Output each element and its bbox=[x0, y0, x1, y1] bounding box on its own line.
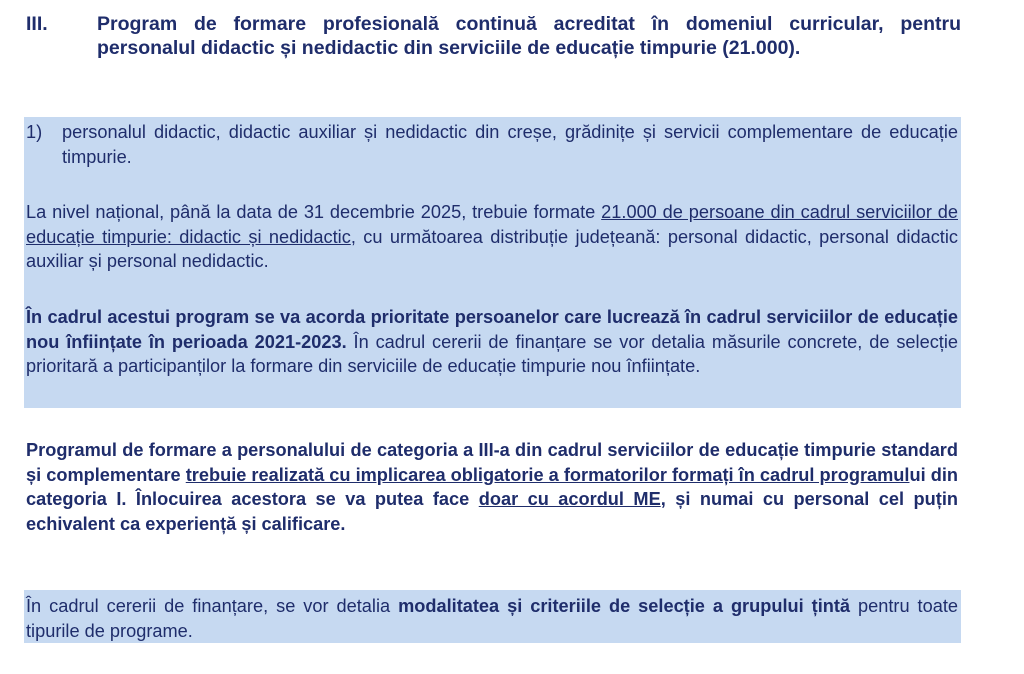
text-run: ui din categoria I. Înlocuirea acestora se va putea face bbox=[26, 464, 958, 509]
section-number: III. bbox=[26, 13, 48, 35]
section-heading bbox=[26, 12, 961, 60]
underlined-text: trebuie realizată cu implicarea obligatorie a formatorilor formați în cadrul programul bbox=[185, 464, 910, 485]
text-run: , cu următoarea distribuție județeană: personal didactic, personal didactic auxiliar și personal nedidactic. bbox=[26, 226, 958, 271]
paragraph-selection-criteria bbox=[26, 594, 958, 643]
section-title: Program de formare profesională continuă acreditat în domeniul curricular, pentru personalul didactic și nedidactic din serviciile de educație timpurie (21.000). bbox=[97, 13, 961, 59]
bold-text: În cadrul acestui program se va acorda prioritate persoanelor care lucrează în cadrul serviciilor de educație nou înființate în perioada 2021-2023. bbox=[26, 307, 958, 352]
text-run: În cadrul cererii de finanțare se vor detalia măsurile concrete, de selecție prioritară a participanților la formare din serviciile de educație timpurie nou înființate. bbox=[26, 331, 958, 376]
underlined-text: 21.000 de persoane din cadrul serviciilor de educație timpurie: didactic și nedidactic bbox=[26, 202, 958, 247]
text-run: În cadrul cererii de finanțare, se vor detalia bbox=[26, 596, 399, 616]
text-run: Programul de formare a personalului de categoria a III-a din cadrul serviciilor de educație timpurie standard și complementare bbox=[26, 440, 958, 485]
paragraph-priority bbox=[26, 305, 958, 379]
paragraph-national-target bbox=[26, 200, 958, 274]
bold-text: modalitatea și criteriile de selecție a grupului țintă bbox=[398, 596, 851, 616]
list-item-1 bbox=[26, 120, 958, 169]
underlined-text: doar cu acordul ME bbox=[478, 489, 661, 509]
text-run: La nivel național, până la data de 31 decembrie 2025, trebuie formate bbox=[26, 202, 602, 222]
list-item-number: 1) bbox=[26, 122, 43, 142]
text-run: pentru toate tipurile de programe. bbox=[26, 596, 958, 641]
paragraph-program-trainers bbox=[26, 438, 958, 536]
list-item-text: personalul didactic, didactic auxiliar și nedidactic din creșe, grădinițe și servicii complementare de educație timpurie. bbox=[62, 122, 958, 167]
text-run: , și numai cu personal cel puțin echivalent ca experiență și calificare. bbox=[26, 489, 958, 534]
